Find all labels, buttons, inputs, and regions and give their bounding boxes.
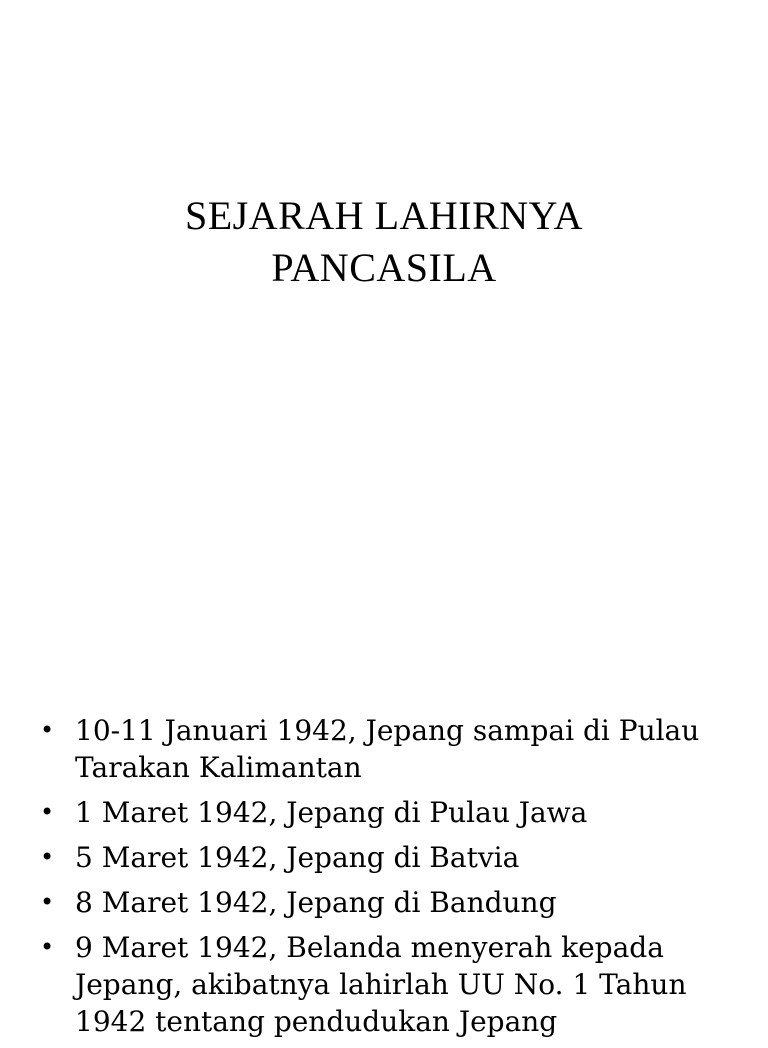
bullet-icon: • <box>40 933 55 961</box>
list-item-text: 5 Maret 1942, Jepang di Batvia <box>75 841 520 874</box>
list-item <box>40 929 740 1040</box>
list-item-text: 9 Maret 1942, Belanda menyerah kepada Jepang, akibatnya lahirlah UU No. 1 Tahun 1942 tentang pendudukan Jepang <box>75 931 687 1038</box>
list-item <box>40 712 740 786</box>
bullet-icon: • <box>40 843 55 871</box>
slide-title-line-2: PANCASILA <box>271 245 497 290</box>
bullet-icon: • <box>40 888 55 916</box>
slide-title <box>0 190 768 294</box>
list-item <box>40 839 740 876</box>
bullet-list <box>40 712 740 1048</box>
slide-title-line-1: SEJARAH LAHIRNYA <box>184 193 584 238</box>
list-item <box>40 884 740 921</box>
list-item-text: 8 Maret 1942, Jepang di Bandung <box>75 886 557 919</box>
list-item-text: 1 Maret 1942, Jepang di Pulau Jawa <box>75 796 588 829</box>
bullet-icon: • <box>40 716 55 744</box>
list-item <box>40 794 740 831</box>
list-item-text: 10-11 Januari 1942, Jepang sampai di Pulau Tarakan Kalimantan <box>75 714 700 784</box>
bullet-icon: • <box>40 798 55 826</box>
